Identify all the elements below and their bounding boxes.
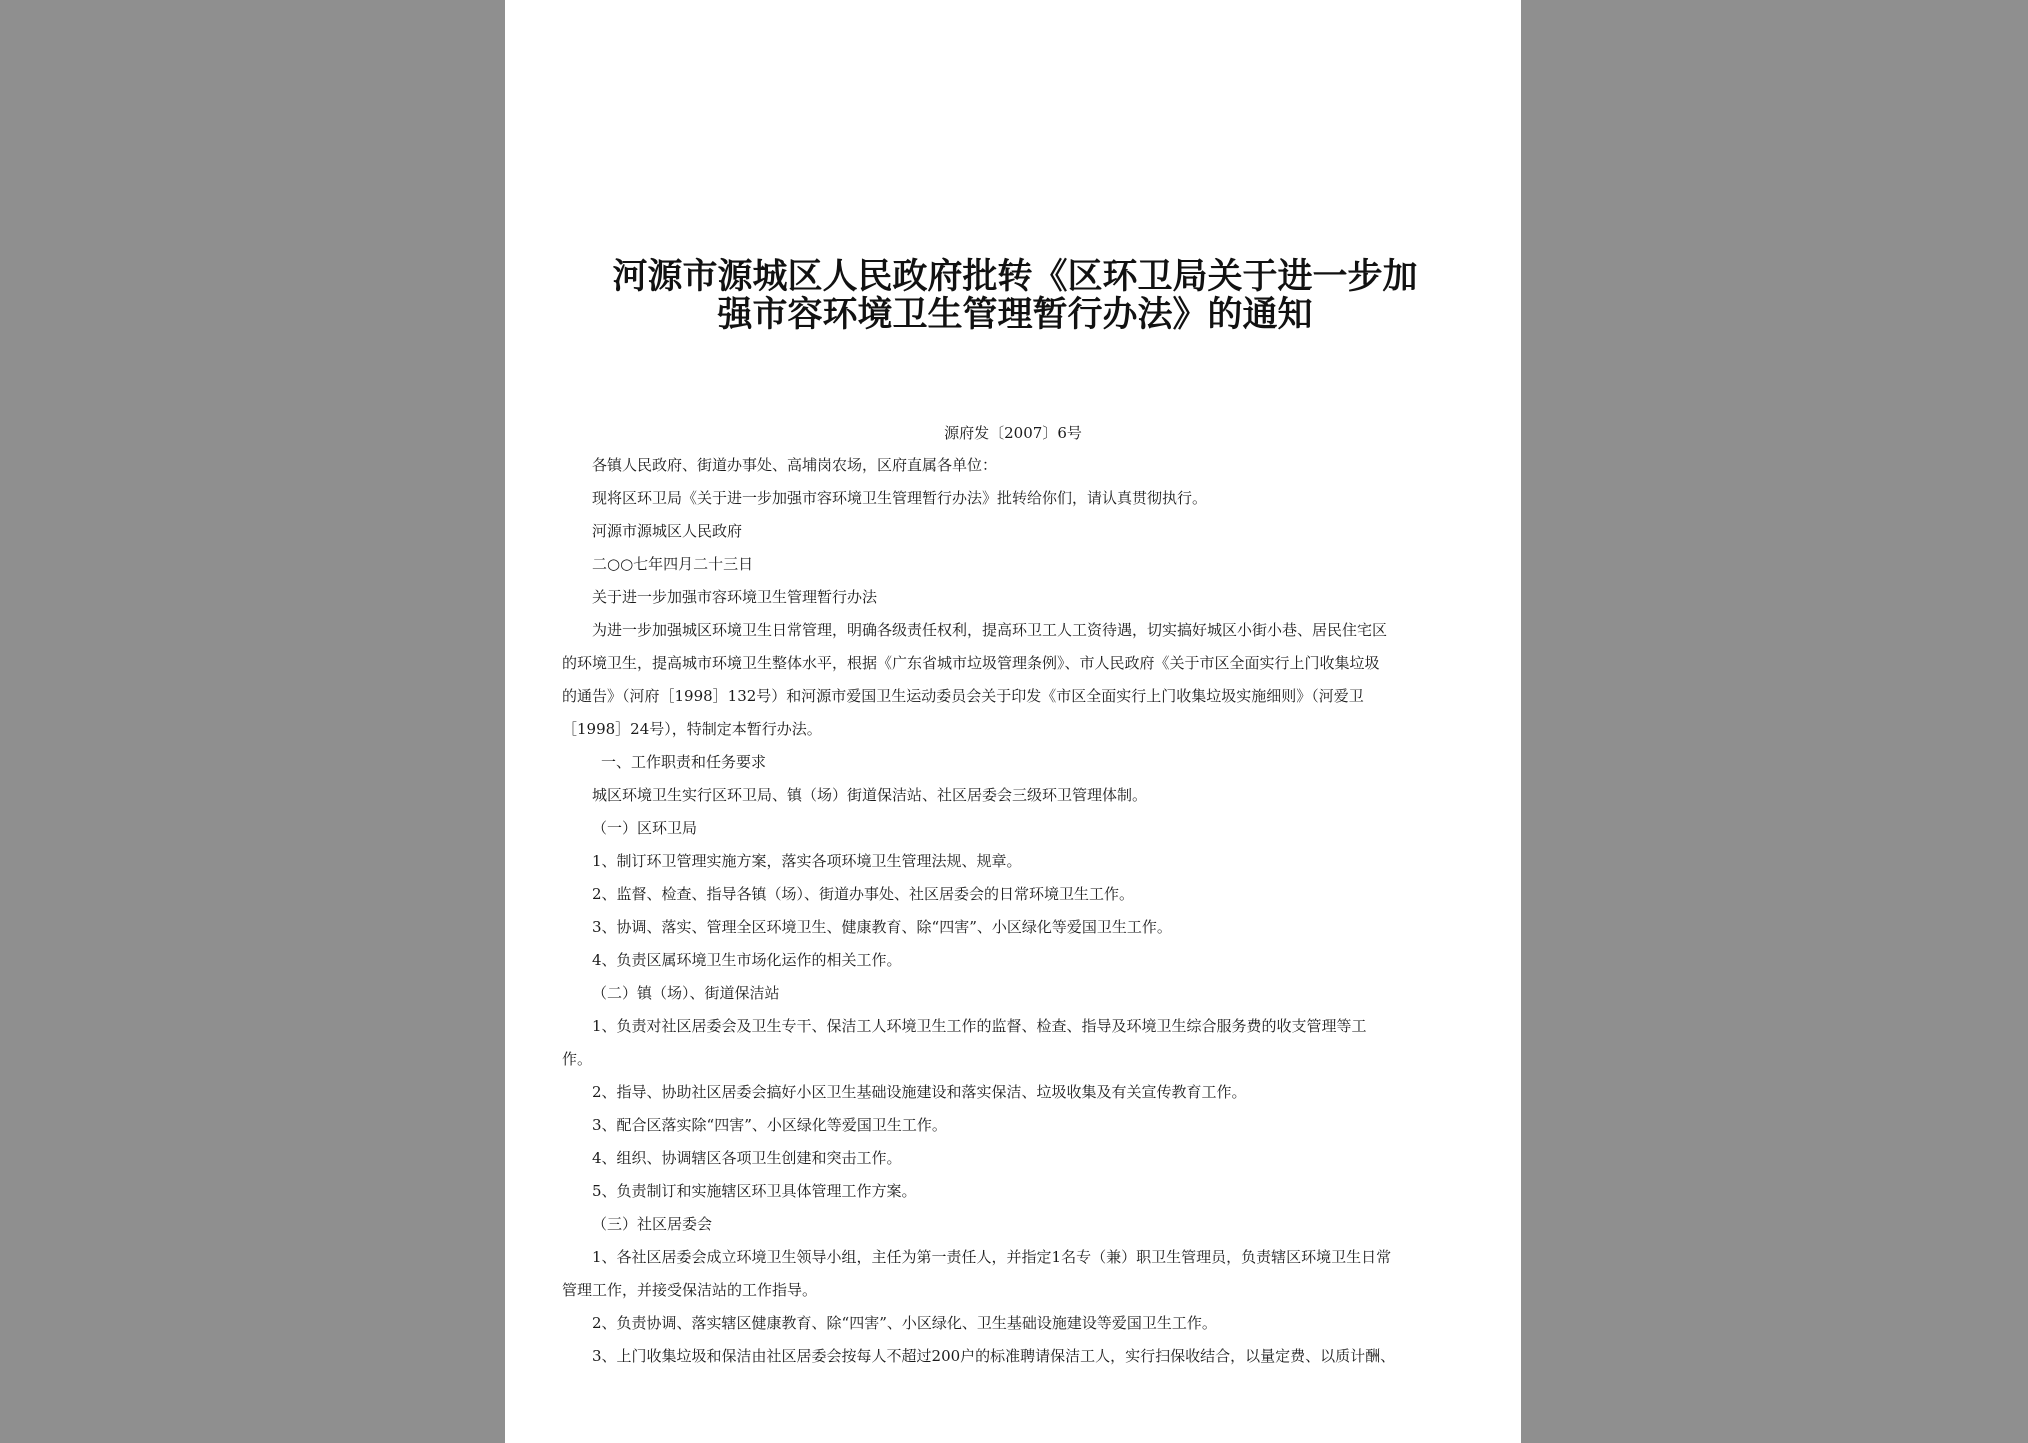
list-item: 1、各社区居委会成立环境卫生领导小组，主任为第一责任人，并指定1名专（兼）职卫生管理员，负责辖区环境卫生日常 — [592, 1248, 1392, 1266]
list-item: 2、指导、协助社区居委会搞好小区卫生基础设施建设和落实保洁、垃圾收集及有关宣传教育工作。 — [592, 1083, 1247, 1101]
subsection-heading: （三）社区居委会 — [592, 1215, 713, 1233]
paragraph-line: 的通告》（河府［1998］132号）和河源市爱国卫生运动委员会关于印发《市区全面实行上门收集垃圾实施细则》（河爱卫 — [562, 687, 1364, 705]
paragraph-line: 城区环境卫生实行区环卫局、镇（场）街道保洁站、社区居委会三级环卫管理体制。 — [592, 786, 1148, 804]
section-heading: 一、工作职责和任务要求 — [601, 753, 767, 771]
paragraph-line: 的环境卫生，提高城市环境卫生整体水平，根据《广东省城市垃圾管理条例》、市人民政府《关于市区全面实行上门收集垃圾 — [562, 654, 1380, 672]
list-item: 5、负责制订和实施辖区环卫具体管理工作方案。 — [592, 1182, 917, 1200]
paragraph-line: 为进一步加强城区环境卫生日常管理，明确各级责任权利，提高环卫工人工资待遇，切实搞好城区小街小巷、居民住宅区 — [592, 621, 1388, 639]
paragraph-line: 各镇人民政府、街道办事处、高埔岗农场，区府直属各单位： — [592, 456, 998, 474]
subsection-heading: （二）镇（场）、街道保洁站 — [592, 984, 780, 1002]
title-line-1: 河源市源城区人民政府批转《区环卫局关于进一步加 — [612, 256, 1418, 297]
paragraph-line: 河源市源城区人民政府 — [592, 522, 743, 540]
document-number: 源府发〔2007〕6号 — [944, 424, 1082, 442]
list-item: 2、监督、检查、指导各镇（场）、街道办事处、社区居委会的日常环境卫生工作。 — [592, 885, 1135, 903]
list-item: 3、配合区落实除“四害”、小区绿化等爱国卫生工作。 — [592, 1116, 947, 1134]
list-item: 1、负责对社区居委会及卫生专干、保洁工人环境卫生工作的监督、检查、指导及环境卫生综合服务费的收支管理等工 — [592, 1017, 1367, 1035]
document-page — [505, 0, 1521, 1443]
list-item: 3、协调、落实、管理全区环境卫生、健康教育、除“四害”、小区绿化等爱国卫生工作。 — [592, 918, 1172, 936]
list-item: 4、组织、协调辖区各项卫生创建和突击工作。 — [592, 1149, 902, 1167]
title-line-2: 强市容环境卫生管理暂行办法》的通知 — [717, 294, 1313, 335]
list-item: 3、上门收集垃圾和保洁由社区居委会按每人不超过200户的标准聘请保洁工人，实行扫保收结合，以量定费、以质计酬、 — [592, 1347, 1396, 1365]
subsection-heading: （一）区环卫局 — [592, 819, 698, 837]
list-item: 1、制订环卫管理实施方案，落实各项环境卫生管理法规、规章。 — [592, 852, 1022, 870]
paragraph-line: ［1998］24号），特制定本暂行办法。 — [562, 720, 822, 738]
document-title — [585, 258, 1445, 334]
paragraph-line: 管理工作，并接受保洁站的工作指导。 — [562, 1281, 818, 1299]
paragraph-line: 二○○七年四月二十三日 — [592, 555, 754, 573]
paragraph-line: 作。 — [562, 1050, 593, 1068]
list-item: 4、负责区属环境卫生市场化运作的相关工作。 — [592, 951, 902, 969]
paragraph-line: 关于进一步加强市容环境卫生管理暂行办法 — [592, 588, 878, 606]
paragraph-line: 现将区环卫局《关于进一步加强市容环境卫生管理暂行办法》批转给你们，请认真贯彻执行。 — [592, 489, 1208, 507]
list-item: 2、负责协调、落实辖区健康教育、除“四害”、小区绿化、卫生基础设施建设等爱国卫生工作。 — [592, 1314, 1217, 1332]
